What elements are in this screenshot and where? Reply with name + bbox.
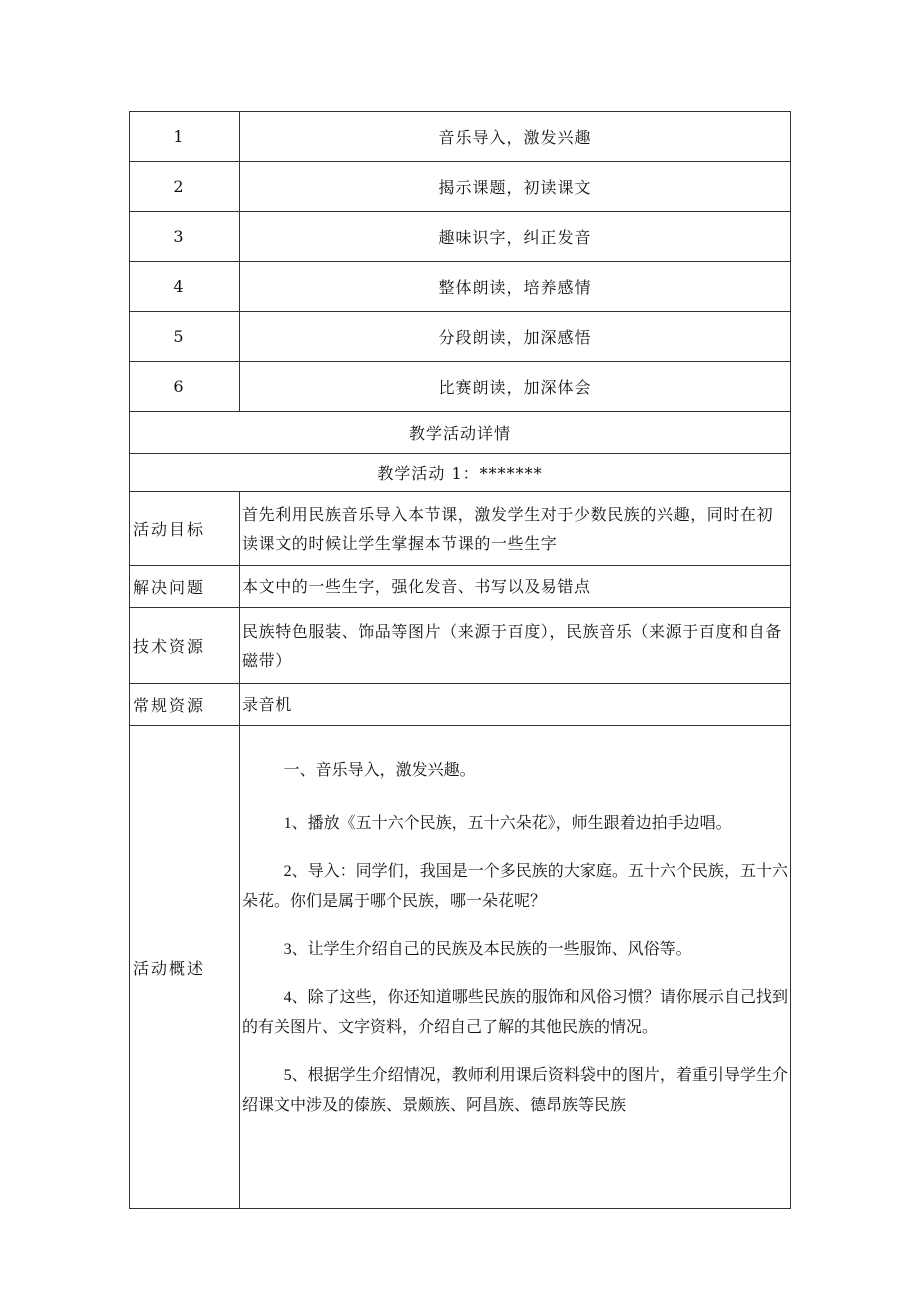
activity-title-row [130,454,791,492]
step-title: 揭示课题，初读课文 [240,162,791,212]
step-title: 音乐导入，激发兴趣 [240,112,791,162]
goal-row [130,492,791,566]
step-row [130,112,791,162]
regular-resources-label: 常规资源 [130,684,240,726]
step-row [130,312,791,362]
tech-resources-value: 民族特色服装、饰品等图片（来源于百度），民族音乐（来源于百度和自备磁带） [240,608,791,684]
overview-item: 一、音乐导入，激发兴趣。 [283,762,476,779]
step-row [130,362,791,412]
step-number: 3 [130,212,240,262]
details-heading: 教学活动详情 [130,412,791,454]
overview-row [130,726,791,1209]
overview-item: 5、根据学生介绍情况，教师利用课后资料袋中的图片，着重引导学生介绍课文中涉及的傣族、景颇族、阿昌族、德昂族等民族 [242,1067,788,1114]
step-number: 2 [130,162,240,212]
overview-label: 活动概述 [130,726,240,1209]
overview-item: 1、播放《五十六个民族，五十六朵花》，师生跟着边拍手边唱。 [283,815,732,832]
overview-item: 3、让学生介绍自己的民族及本民族的一些服饰、风俗等。 [283,941,692,958]
overview-content [240,726,791,1209]
step-title: 比赛朗读，加深体会 [240,362,791,412]
step-row [130,262,791,312]
regular-resources-row [130,684,791,726]
tech-resources-label: 技术资源 [130,608,240,684]
lesson-plan-table [129,111,791,1209]
step-number: 6 [130,362,240,412]
step-number: 1 [130,112,240,162]
overview-item: 4、除了这些，你还知道哪些民族的服饰和风俗习惯？请你展示自己找到的有关图片、文字资料，介绍自己了解的其他民族的情况。 [242,989,788,1036]
step-number: 4 [130,262,240,312]
step-title: 趣味识字，纠正发音 [240,212,791,262]
problem-value: 本文中的一些生字，强化发音、书写以及易错点 [240,566,791,608]
step-row [130,162,791,212]
activity-title: 教学活动 1：******* [130,454,791,492]
regular-resources-value: 录音机 [240,684,791,726]
step-row [130,212,791,262]
problem-row [130,566,791,608]
step-title: 分段朗读，加深感悟 [240,312,791,362]
step-number: 5 [130,312,240,362]
goal-label: 活动目标 [130,492,240,566]
overview-item: 2、导入：同学们，我国是一个多民族的大家庭。五十六个民族，五十六朵花。你们是属于哪个民族，哪一朵花呢？ [242,863,788,910]
step-title: 整体朗读，培养感情 [240,262,791,312]
problem-label: 解决问题 [130,566,240,608]
details-heading-row [130,412,791,454]
tech-resources-row [130,608,791,684]
goal-value: 首先利用民族音乐导入本节课，激发学生对于少数民族的兴趣，同时在初读课文的时候让学生掌握本节课的一些生字 [240,492,791,566]
